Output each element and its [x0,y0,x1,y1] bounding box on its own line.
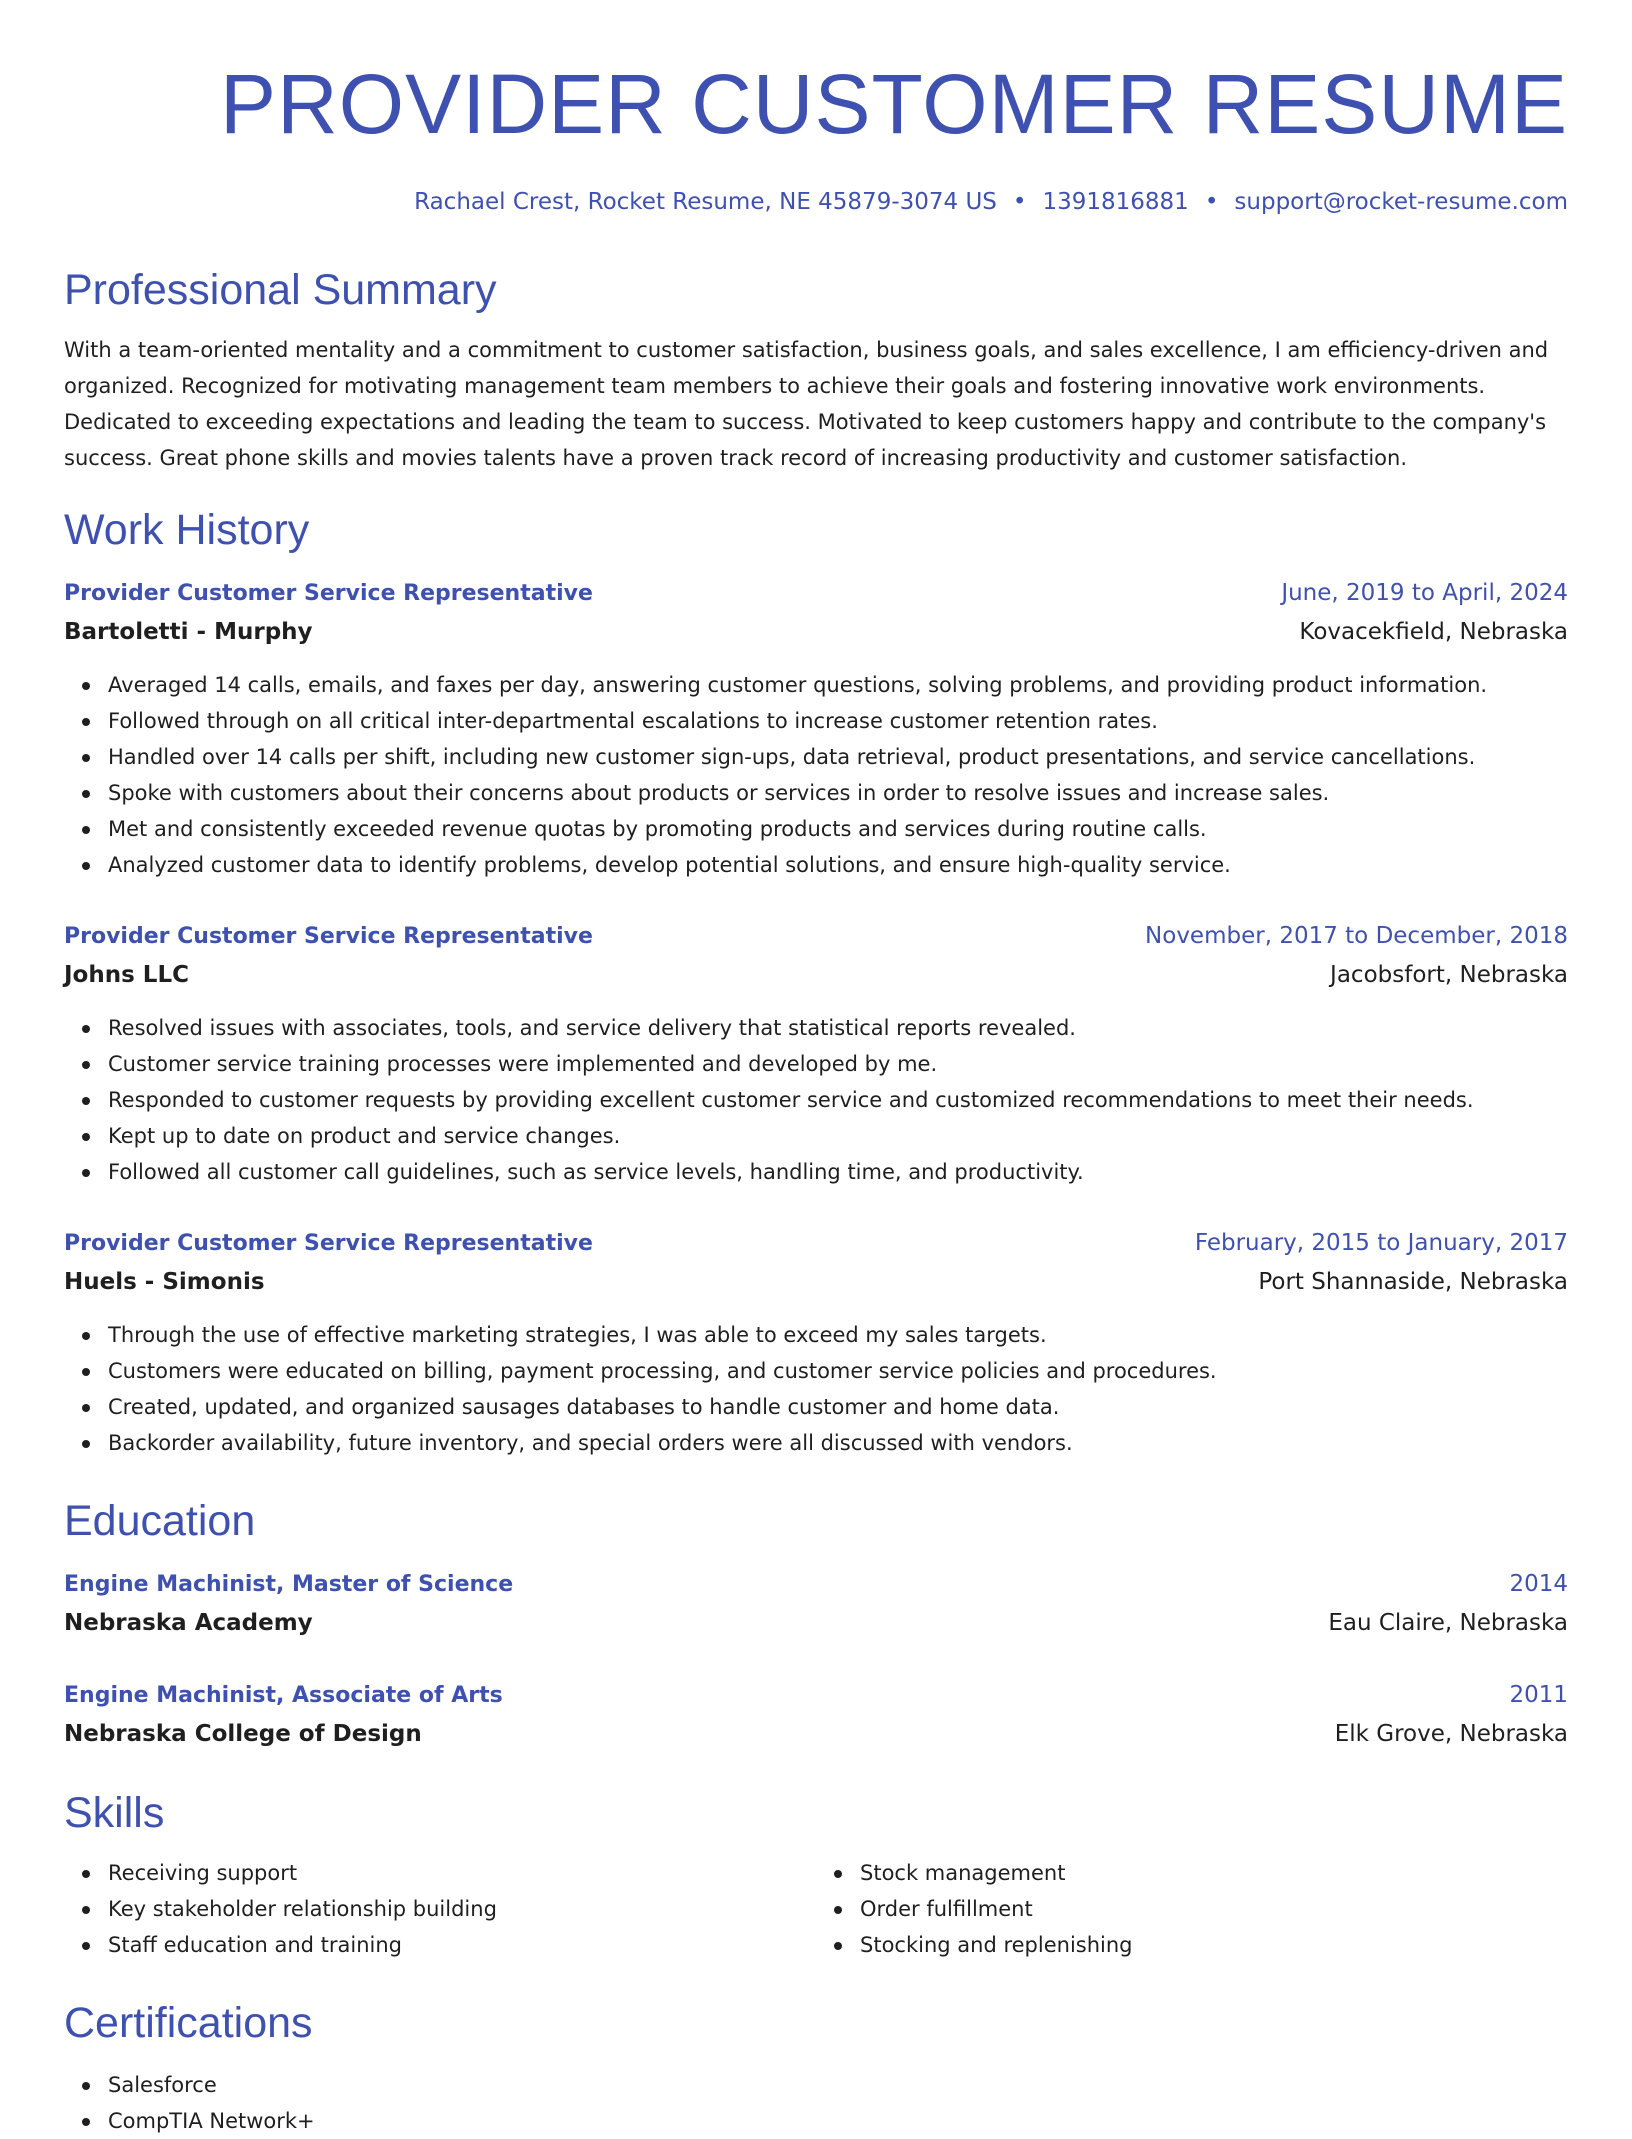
job-header-row [64,917,1568,956]
skills-heading: Skills [64,1789,165,1837]
resume-page [64,0,1568,2139]
job-duty: Backorder availability, future inventory, and special orders were all discussed with vendors. [108,1425,1568,1461]
job-dates: June, 2019 to April, 2024 [1281,580,1568,606]
job-duty: Customers were educated on billing, payment processing, and customer service policies and procedures. [108,1353,1568,1389]
contact-line [64,188,1568,216]
job-dates: February, 2015 to January, 2017 [1194,1230,1568,1256]
skills-list-left [64,1855,816,1963]
education-entry [64,1565,1568,1642]
job-company: Bartoletti - Murphy [64,619,313,645]
job-duty: Met and consistently exceeded revenue quotas by promoting products and services during routine calls. [108,811,1568,847]
job-header-row [64,1224,1568,1263]
job-location: Jacobsfort, Nebraska [1330,962,1568,988]
education-degree: Engine Machinist, Master of Science [64,1572,514,1597]
job-company-row [64,956,1568,994]
resume-title: PROVIDER CUSTOMER RESUME [220,57,1568,151]
job-duty: Created, updated, and organized sausages databases to handle customer and home data. [108,1389,1568,1425]
contact-phone: 1391816881 [1042,189,1189,215]
contact-email[interactable]: support@rocket-resume.com [1234,189,1568,215]
job-duty: Kept up to date on product and service changes. [108,1118,1568,1154]
skills-list-right [816,1855,1568,1963]
skill-item: Stock management [860,1855,1568,1891]
certification-item: CompTIA Network+ [108,2103,1568,2139]
job-duty: Followed through on all critical inter-departmental escalations to increase customer retention rates. [108,703,1568,739]
education-school-row [64,1715,1568,1753]
job-duties-list [64,1010,1568,1190]
summary-text: With a team-oriented mentality and a commitment to customer satisfaction, business goals, and sales excellence, I am efficiency-driven and organized. Recognized for motivating management team members to achieve their goals and fostering innovative work environments. Dedicated to exceeding expectations and leading the team to success. Motivated to keep customers happy and contribute to the company's success. Great phone skills and movies talents have a proven track record of increasing productivity and customer satisfaction. [64,338,1549,470]
skills-grid [64,1855,1568,1963]
job-company-row [64,613,1568,651]
job-duty: Customer service training processes were implemented and developed by me. [108,1046,1568,1082]
job-duty: Spoke with customers about their concerns about products or services in order to resolve issues and increase sales. [108,775,1568,811]
job-location: Kovacekfield, Nebraska [1299,619,1568,645]
job-entry [64,574,1568,883]
job-duties-list [64,667,1568,883]
job-entry [64,1224,1568,1461]
job-entry [64,917,1568,1190]
job-duty: Handled over 14 calls per shift, including new customer sign-ups, data retrieval, product presentations, and service cancellations. [108,739,1568,775]
job-duty: Through the use of effective marketing strategies, I was able to exceed my sales targets. [108,1317,1568,1353]
job-duty: Averaged 14 calls, emails, and faxes per day, answering customer questions, solving problems, and providing product information. [108,667,1568,703]
education-entry [64,1676,1568,1753]
education-header-row [64,1565,1568,1604]
education-location: Elk Grove, Nebraska [1334,1721,1568,1747]
certification-item: Salesforce [108,2067,1568,2103]
education-year: 2011 [1509,1682,1568,1708]
job-company: Johns LLC [64,962,189,988]
certifications-heading: Certifications [64,1999,313,2047]
job-header-row [64,574,1568,613]
job-title: Provider Customer Service Representative [64,924,593,949]
education-degree: Engine Machinist, Associate of Arts [64,1683,503,1708]
job-duties-list [64,1317,1568,1461]
skill-item: Receiving support [108,1855,816,1891]
education-year: 2014 [1509,1571,1568,1597]
contact-address: Rachael Crest, Rocket Resume, NE 45879-3074 US [414,189,997,215]
job-title: Provider Customer Service Representative [64,1231,593,1256]
job-duty: Followed all customer call guidelines, such as service levels, handling time, and productivity. [108,1154,1568,1190]
summary-heading: Professional Summary [64,266,497,314]
education-heading: Education [64,1497,256,1545]
work-history-heading: Work History [64,506,310,554]
skill-item: Order fulfillment [860,1891,1568,1927]
job-dates: November, 2017 to December, 2018 [1145,923,1568,949]
job-company: Huels - Simonis [64,1269,265,1295]
job-location: Port Shannaside, Nebraska [1258,1269,1568,1295]
skill-item: Staff education and training [108,1927,816,1963]
job-duty: Analyzed customer data to identify problems, develop potential solutions, and ensure high-quality service. [108,847,1568,883]
education-location: Eau Claire, Nebraska [1328,1610,1568,1636]
certifications-list [64,2067,1568,2139]
job-duty: Resolved issues with associates, tools, and service delivery that statistical reports revealed. [108,1010,1568,1046]
education-school-row [64,1604,1568,1642]
contact-separator: • [1012,189,1027,215]
job-company-row [64,1263,1568,1301]
skill-item: Key stakeholder relationship building [108,1891,816,1927]
contact-separator: • [1204,189,1219,215]
education-header-row [64,1676,1568,1715]
education-school: Nebraska Academy [64,1610,313,1636]
job-title: Provider Customer Service Representative [64,581,593,606]
skill-item: Stocking and replenishing [860,1927,1568,1963]
education-school: Nebraska College of Design [64,1721,422,1747]
job-duty: Responded to customer requests by providing excellent customer service and customized recommendations to meet their needs. [108,1082,1568,1118]
